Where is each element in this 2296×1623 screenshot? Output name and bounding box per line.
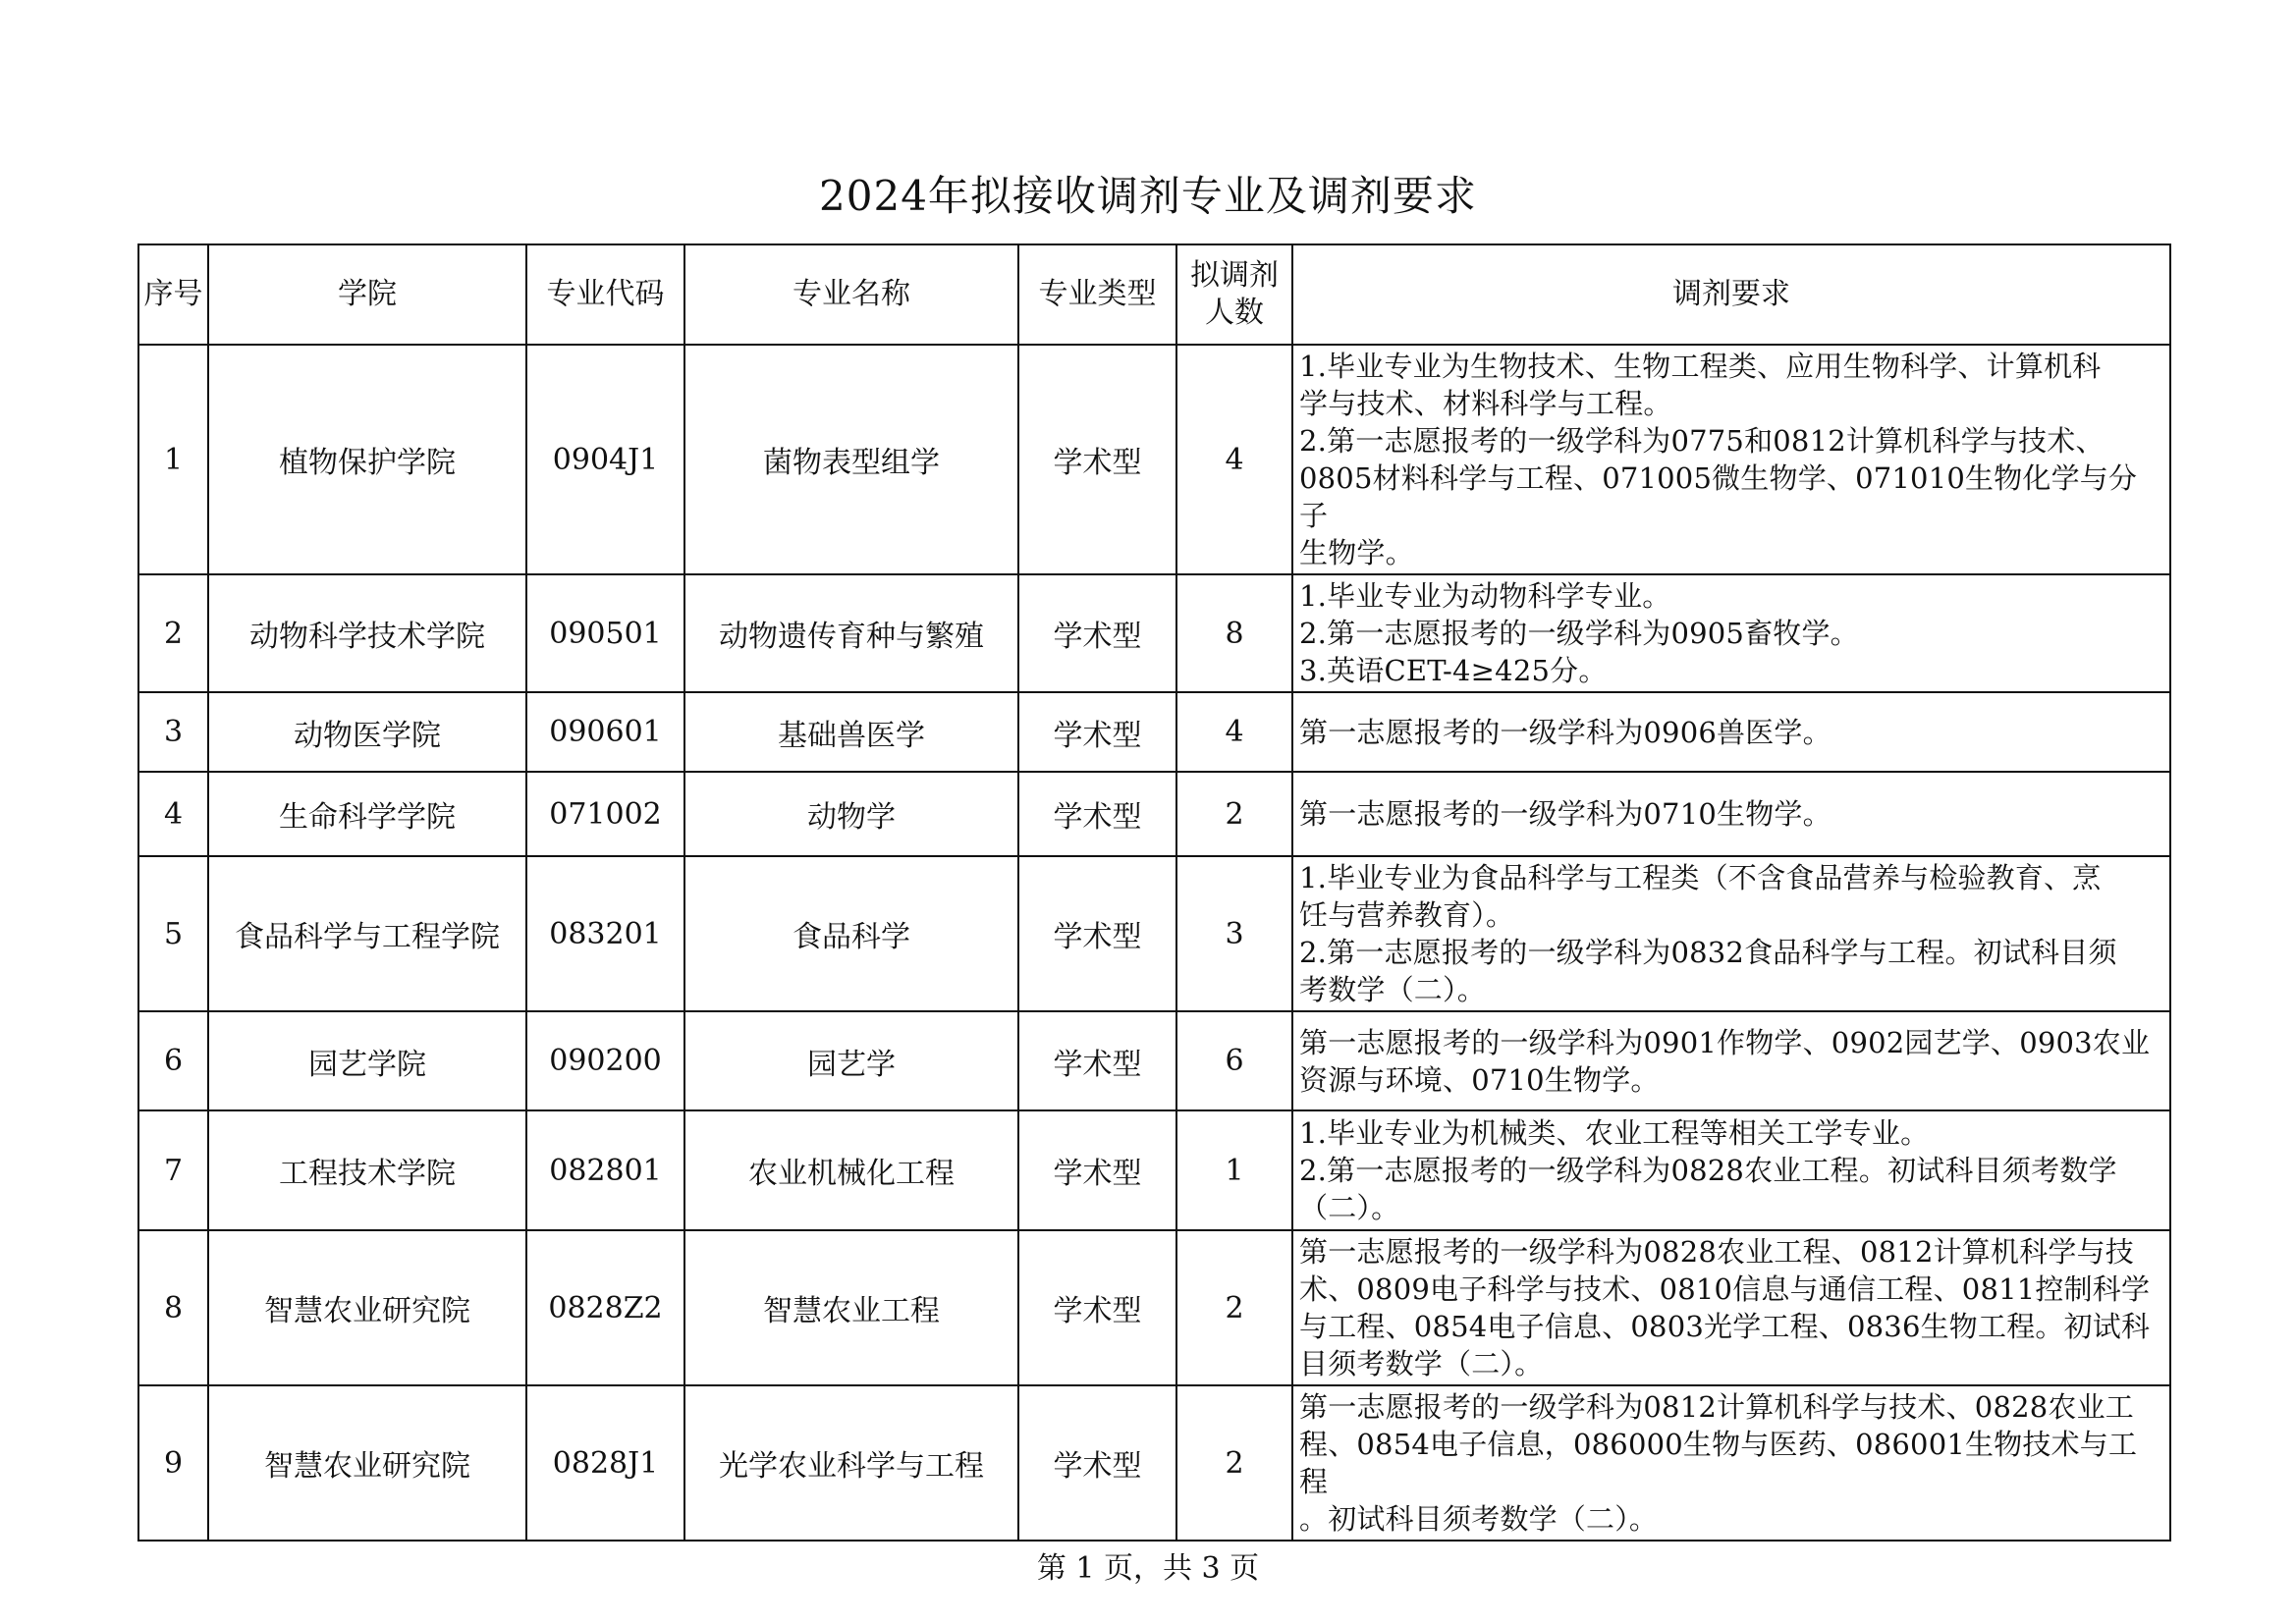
requirement-line: 1.毕业专业为食品科学与工程类（不含食品营养与检验教育、烹 bbox=[1299, 861, 2102, 894]
header-row bbox=[138, 244, 2170, 345]
requirement-line: 考数学（二）。 bbox=[1299, 973, 1486, 1006]
requirement-line: 与工程、0854电子信息、0803光学工程、0836生物工程。初试科 bbox=[1299, 1310, 2151, 1343]
cell-name: 园艺学 bbox=[684, 1011, 1018, 1110]
requirement-line: 目须考数学（二）。 bbox=[1299, 1347, 1544, 1380]
cell-name: 智慧农业工程 bbox=[684, 1230, 1018, 1385]
cell-count: 1 bbox=[1176, 1110, 1292, 1230]
header-seq: 序号 bbox=[138, 244, 208, 345]
header-name: 专业名称 bbox=[684, 244, 1018, 345]
cell-requirement bbox=[1292, 345, 2170, 574]
page-footer: 第 1 页，共 3 页 bbox=[1036, 1551, 1260, 1586]
header-college: 学院 bbox=[208, 244, 526, 345]
requirement-line: 2.第一志愿报考的一级学科为0828农业工程。初试科目须考数学 bbox=[1299, 1154, 2117, 1187]
requirement-line: 2.第一志愿报考的一级学科为0775和0812计算机科学与技术、 bbox=[1299, 424, 2105, 458]
cell-type: 学术型 bbox=[1018, 772, 1176, 856]
header-count-line1: 拟调剂 bbox=[1190, 258, 1279, 293]
requirement-line: 1.毕业专业为动物科学专业。 bbox=[1299, 579, 1671, 613]
header-count-line2: 人数 bbox=[1205, 296, 1264, 330]
cell-requirement bbox=[1292, 1385, 2170, 1541]
cell-code: 090200 bbox=[526, 1011, 684, 1110]
cell-code: 090601 bbox=[526, 692, 684, 772]
table-row bbox=[138, 692, 2170, 772]
cell-code: 083201 bbox=[526, 856, 684, 1011]
cell-type: 学术型 bbox=[1018, 574, 1176, 692]
cell-seq: 6 bbox=[138, 1011, 208, 1110]
cell-college: 动物医学院 bbox=[208, 692, 526, 772]
cell-college: 生命科学学院 bbox=[208, 772, 526, 856]
cell-count: 6 bbox=[1176, 1011, 1292, 1110]
cell-name: 农业机械化工程 bbox=[684, 1110, 1018, 1230]
table-row bbox=[138, 1011, 2170, 1110]
table-row bbox=[138, 1385, 2170, 1541]
cell-requirement bbox=[1292, 856, 2170, 1011]
requirement-line: 1.毕业专业为机械类、农业工程等相关工学专业。 bbox=[1299, 1116, 1930, 1150]
cell-type: 学术型 bbox=[1018, 1011, 1176, 1110]
table-row bbox=[138, 574, 2170, 692]
requirement-line: 饪与营养教育）。 bbox=[1299, 898, 1515, 932]
cell-seq: 5 bbox=[138, 856, 208, 1011]
cell-requirement bbox=[1292, 574, 2170, 692]
requirement-line: 第一志愿报考的一级学科为0710生物学。 bbox=[1299, 797, 1831, 831]
cell-requirement bbox=[1292, 1011, 2170, 1110]
cell-code: 0904J1 bbox=[526, 345, 684, 574]
cell-college: 智慧农业研究院 bbox=[208, 1385, 526, 1541]
page-title: 2024年拟接收调剂专业及调剂要求 bbox=[819, 172, 1477, 220]
requirement-line: 程、0854电子信息，086000生物与医药、086001生物技术与工程 bbox=[1299, 1428, 2138, 1498]
requirement-line: 3.英语CET-4≥425分。 bbox=[1299, 654, 1608, 687]
cell-college: 动物科学技术学院 bbox=[208, 574, 526, 692]
header-code: 专业代码 bbox=[526, 244, 684, 345]
cell-name: 动物遗传育种与繁殖 bbox=[684, 574, 1018, 692]
cell-type: 学术型 bbox=[1018, 1385, 1176, 1541]
requirement-line: 术、0809电子科学与技术、0810信息与通信工程、0811控制科学 bbox=[1299, 1272, 2151, 1306]
requirement-line: 第一志愿报考的一级学科为0906兽医学。 bbox=[1299, 715, 1831, 749]
cell-college: 食品科学与工程学院 bbox=[208, 856, 526, 1011]
requirement-line: 生物学。 bbox=[1299, 536, 1414, 569]
cell-seq: 9 bbox=[138, 1385, 208, 1541]
cell-requirement bbox=[1292, 1110, 2170, 1230]
cell-seq: 8 bbox=[138, 1230, 208, 1385]
cell-name: 动物学 bbox=[684, 772, 1018, 856]
cell-count: 2 bbox=[1176, 1385, 1292, 1541]
table-row bbox=[138, 1110, 2170, 1230]
cell-count: 3 bbox=[1176, 856, 1292, 1011]
requirement-line: 。初试科目须考数学（二）。 bbox=[1299, 1502, 1659, 1536]
requirement-line: 2.第一志愿报考的一级学科为0832食品科学与工程。初试科目须 bbox=[1299, 936, 2117, 969]
header-requirement: 调剂要求 bbox=[1292, 244, 2170, 345]
requirement-line: 第一志愿报考的一级学科为0901作物学、0902园艺学、0903农业 bbox=[1299, 1025, 2151, 1059]
cell-seq: 1 bbox=[138, 345, 208, 574]
cell-code: 0828J1 bbox=[526, 1385, 684, 1541]
cell-type: 学术型 bbox=[1018, 856, 1176, 1011]
requirement-line: 2.第一志愿报考的一级学科为0905畜牧学。 bbox=[1299, 617, 1859, 650]
requirement-line: 资源与环境、0710生物学。 bbox=[1299, 1062, 1660, 1097]
cell-college: 工程技术学院 bbox=[208, 1110, 526, 1230]
cell-count: 2 bbox=[1176, 1230, 1292, 1385]
requirement-line: 第一志愿报考的一级学科为0828农业工程、0812计算机科学与技 bbox=[1299, 1235, 2135, 1269]
cell-count: 2 bbox=[1176, 772, 1292, 856]
requirement-line: 1.毕业专业为生物技术、生物工程类、应用生物科学、计算机科 bbox=[1299, 350, 2102, 383]
header-count bbox=[1176, 244, 1292, 345]
cell-type: 学术型 bbox=[1018, 1110, 1176, 1230]
cell-type: 学术型 bbox=[1018, 1230, 1176, 1385]
requirement-line: 学与技术、材料科学与工程。 bbox=[1299, 387, 1672, 420]
header-type: 专业类型 bbox=[1018, 244, 1176, 345]
cell-type: 学术型 bbox=[1018, 345, 1176, 574]
requirement-line: 第一志愿报考的一级学科为0812计算机科学与技术、0828农业工 bbox=[1299, 1390, 2135, 1424]
cell-college: 智慧农业研究院 bbox=[208, 1230, 526, 1385]
cell-code: 082801 bbox=[526, 1110, 684, 1230]
cell-college: 园艺学院 bbox=[208, 1011, 526, 1110]
requirement-line: （二）。 bbox=[1299, 1191, 1400, 1224]
cell-name: 食品科学 bbox=[684, 856, 1018, 1011]
cell-code: 0828Z2 bbox=[526, 1230, 684, 1385]
transfer-table bbox=[137, 243, 2171, 1542]
cell-seq: 2 bbox=[138, 574, 208, 692]
cell-seq: 3 bbox=[138, 692, 208, 772]
cell-seq: 4 bbox=[138, 772, 208, 856]
cell-requirement bbox=[1292, 692, 2170, 772]
cell-name: 光学农业科学与工程 bbox=[684, 1385, 1018, 1541]
cell-type: 学术型 bbox=[1018, 692, 1176, 772]
cell-count: 4 bbox=[1176, 692, 1292, 772]
requirement-line: 0805材料科学与工程、071005微生物学、071010生物化学与分子 bbox=[1299, 461, 2138, 532]
table-row bbox=[138, 772, 2170, 856]
table-row bbox=[138, 856, 2170, 1011]
cell-seq: 7 bbox=[138, 1110, 208, 1230]
cell-name: 基础兽医学 bbox=[684, 692, 1018, 772]
table-row bbox=[138, 1230, 2170, 1385]
cell-code: 071002 bbox=[526, 772, 684, 856]
cell-requirement bbox=[1292, 1230, 2170, 1385]
cell-name: 菌物表型组学 bbox=[684, 345, 1018, 574]
cell-requirement bbox=[1292, 772, 2170, 856]
cell-count: 4 bbox=[1176, 345, 1292, 574]
table-row bbox=[138, 345, 2170, 574]
cell-count: 8 bbox=[1176, 574, 1292, 692]
cell-code: 090501 bbox=[526, 574, 684, 692]
cell-college: 植物保护学院 bbox=[208, 345, 526, 574]
